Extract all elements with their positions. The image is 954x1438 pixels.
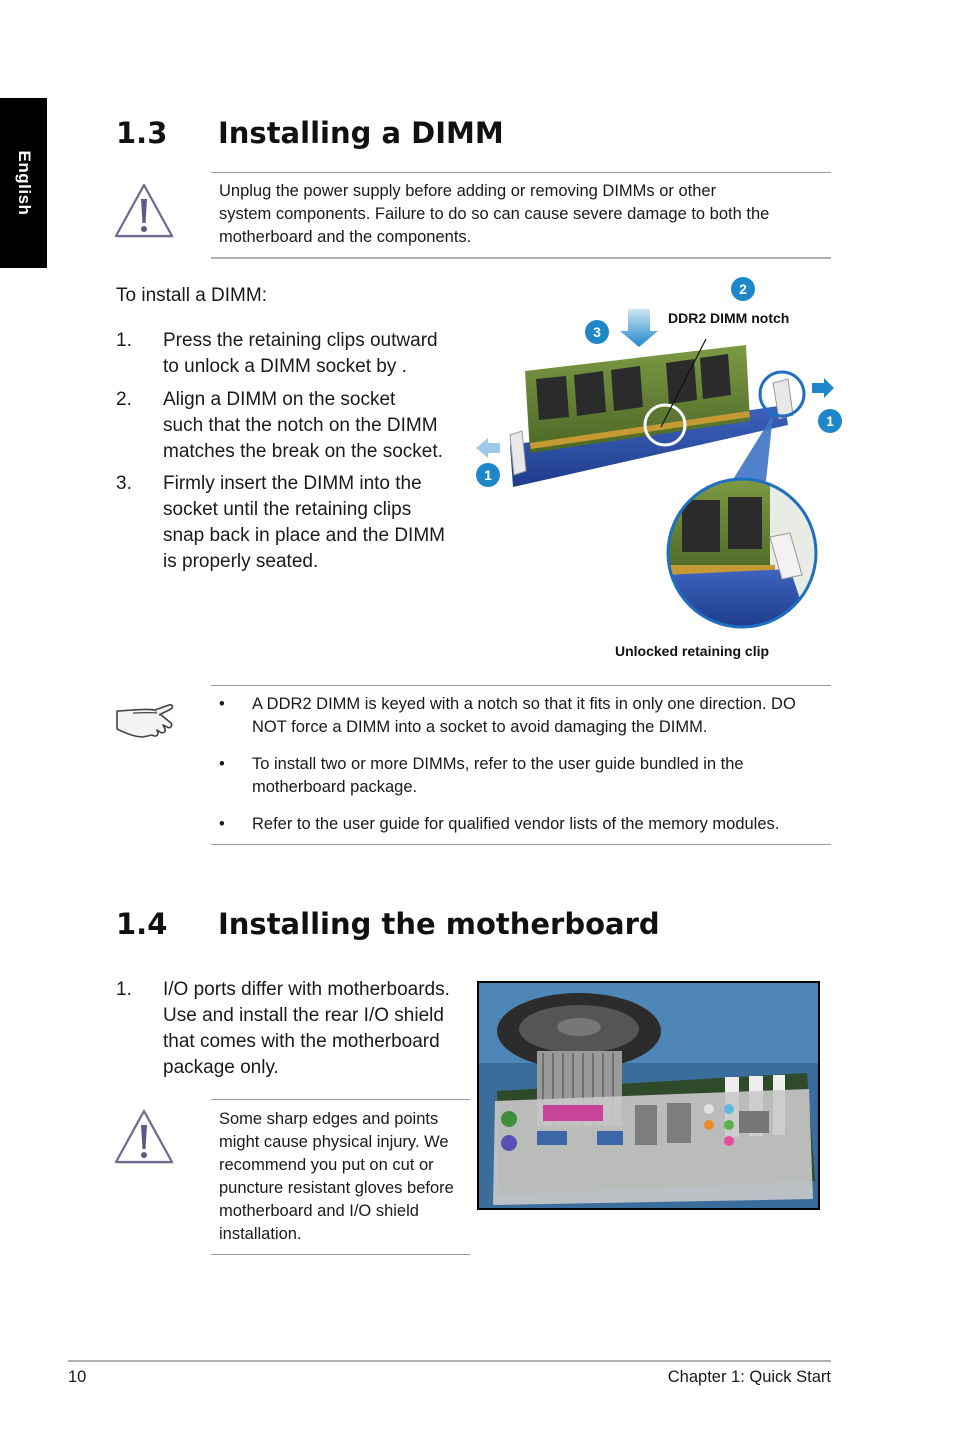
- divider: [211, 844, 831, 845]
- chapter-label: Chapter 1: Quick Start: [667, 1368, 831, 1386]
- arrow-left-icon: [476, 438, 500, 458]
- step-badge-label: 2: [739, 281, 747, 297]
- section-number: 1.3: [116, 116, 168, 150]
- arrow-down-icon: [620, 309, 658, 347]
- divider: [211, 685, 831, 686]
- section-title: Installing a DIMM: [218, 116, 504, 150]
- warning-icon: [113, 1108, 177, 1168]
- section-heading-1-3: [116, 116, 504, 150]
- language-tab: [0, 98, 47, 268]
- clip-label: Unlocked retaining clip: [615, 643, 770, 659]
- divider: [211, 257, 831, 259]
- warning-icon: [113, 182, 177, 242]
- page-number: 10: [68, 1368, 87, 1386]
- dimm-installation-figure: [470, 275, 850, 640]
- step-badge-label: 1: [826, 413, 834, 429]
- divider: [211, 1099, 470, 1100]
- notch-label: DDR2 DIMM notch: [668, 310, 790, 326]
- divider: [211, 172, 831, 173]
- footer-divider: [68, 1360, 831, 1362]
- hand-pointer-icon: [113, 693, 175, 739]
- section-title: Installing the motherboard: [218, 907, 660, 941]
- step-badge-label: 3: [593, 324, 601, 340]
- intro-text: To install a DIMM:: [116, 285, 267, 306]
- section-number: 1.4: [116, 907, 168, 941]
- step-badge-label: 1: [484, 467, 492, 483]
- motherboard-io-photo: [477, 981, 820, 1210]
- caution-text: Some sharp edges and points might cause physical injury. We recommend you put on cut or puncture resistant gloves before motherboard and I/O shield installation.: [219, 1110, 454, 1243]
- section-heading-1-4: [116, 907, 660, 941]
- divider: [211, 1254, 470, 1255]
- arrow-right-icon: [812, 378, 834, 398]
- language-tab-label: English: [14, 150, 34, 216]
- caution-text: Unplug the power supply before adding or removing DIMMs or other system components. Failure to do so can cause severe damage to both the motherboard and the components.: [219, 182, 770, 246]
